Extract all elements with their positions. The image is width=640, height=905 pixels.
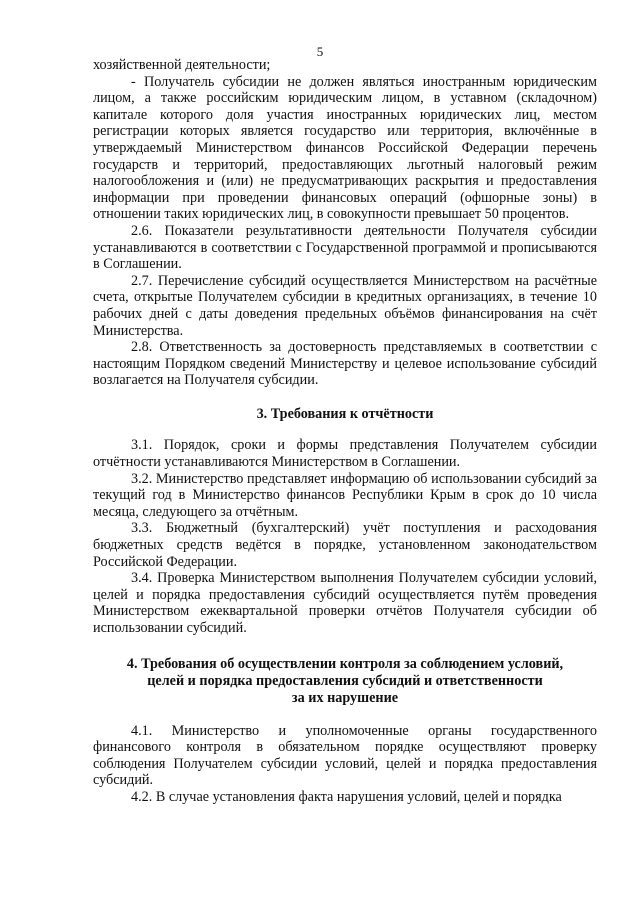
section-3-heading: 3. Требования к отчётности	[256, 405, 434, 422]
paragraph-4-1: 4.1. Министерство и уполномоченные органы государственного финансового контроля в обязательном порядке осуществляют проверку соблюдения Получателем субсидии условий, целей и порядка предоставления субсидий.	[93, 722, 597, 789]
section-4-heading-line-3: за их нарушение	[291, 689, 399, 706]
document-body	[93, 57, 597, 806]
section-4-heading-line-2: целей и порядка предоставления субсидий и ответственности	[147, 672, 543, 689]
paragraph-4-2: 4.2. В случае установления факта нарушения условий, целей и порядка	[131, 788, 562, 805]
paragraph-2-6: 2.6. Показатели результативности деятельности Получателя субсидии устанавливаются в соответствии с Государственной программой и прописываются в Соглашении.	[93, 222, 597, 273]
paragraph-requirement-foreign-entity: - Получатель субсидии не должен являться иностранным юридическим лицом, а также российским юридическим лицом, в уставном (складочном) капитале которого доля участия иностранных юридических лиц, местом регистрации которых является государство или территория, включённые в утверждаемый Министерством финансов Российской Федерации перечень государств и территорий, предоставляющих льготный налоговый режим налогообложения и (или) не предусматривающих раскрытия и предоставления информации при проведении финансовых операций (офшорные зоны) в отношении таких юридических лиц, в совокупности превышает 50 процентов.	[93, 73, 597, 223]
page-number: 5	[316, 44, 324, 59]
section-4-heading-line-1: 4. Требования об осуществлении контроля за соблюдением условий,	[126, 655, 564, 672]
paragraph-3-3: 3.3. Бюджетный (бухгалтерский) учёт поступления и расходования бюджетных средств ведётся в порядке, установленном законодательством Российской Федерации.	[93, 520, 597, 570]
paragraph-2-7: 2.7. Перечисление субсидий осуществляется Министерством на расчётные счета, открытые Получателем субсидии в кредитных организациях, в течение 10 рабочих дней с даты доведения предельных объёмов финансирования на счёт Министерства.	[93, 272, 597, 339]
paragraph-continuation: хозяйственной деятельности;	[93, 57, 271, 73]
paragraph-2-8: 2.8. Ответственность за достоверность представляемых в соответствии с настоящим Порядком сведений Министерству и целевое использование субсидий возлагается на Получателя субсидии.	[93, 339, 597, 389]
paragraph-3-1: 3.1. Порядок, сроки и формы представления Получателем субсидии отчётности устанавливаются Министерством в Соглашении.	[93, 437, 597, 471]
paragraph-3-2: 3.2. Министерство представляет информацию об использовании субсидий за текущий год в Министерство финансов Республики Крым в срок до 10 числа месяца, следующего за отчётным.	[93, 470, 597, 520]
paragraph-3-4: 3.4. Проверка Министерством выполнения Получателем субсидии условий, целей и порядка предоставления субсидий осуществляется путём проведения Министерством ежеквартальной проверки отчётов Получателя субсидии об использовании субсидий.	[93, 570, 597, 636]
section-4-heading	[93, 656, 597, 707]
